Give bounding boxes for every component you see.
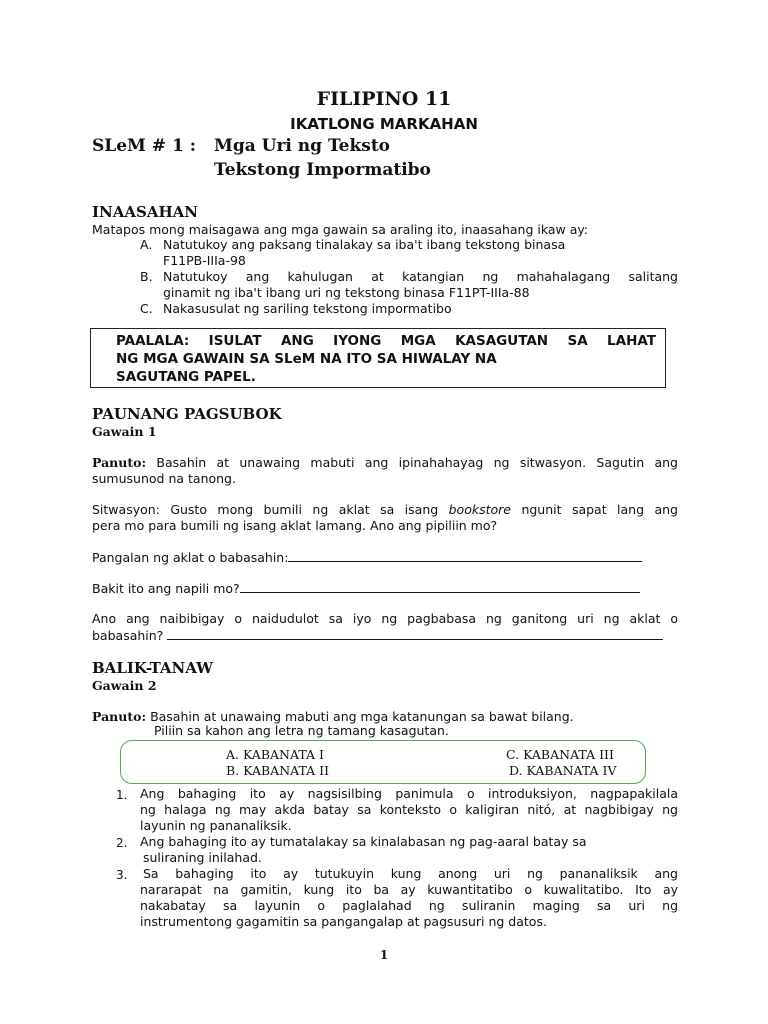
paalala-line2: NG MGA GAWAIN SA SLeM NA ITO SA HIWALAY NA — [116, 351, 497, 367]
gawain-1-label: Gawain 1 — [92, 424, 157, 439]
objective-b-line2: ginamit ng iba't ibang uri ng tekstong binasa F11PT-IIIa-88 — [163, 285, 530, 300]
panuto-label: Panuto: — [92, 709, 147, 724]
page-title: FILIPINO 11 — [316, 88, 452, 110]
paalala-line1: PAALALA: ISULAT ANG IYONG MGA KASAGUTAN SA LAHAT — [116, 333, 656, 349]
panuto-1-line2: sumusunod na tanong. — [92, 471, 236, 486]
choice-c: C. KABANATA III — [506, 747, 614, 762]
question-3-line3: nakabatay sa layunin o paglalahad ng suliranin maging sa uri ng — [140, 898, 678, 913]
inaasahan-heading: INAASAHAN — [92, 203, 198, 221]
paalala-note — [116, 332, 656, 386]
objective-a-line2: F11PB-IIIa-98 — [163, 253, 246, 268]
quarter-title: IKATLONG MARKAHAN — [290, 115, 478, 133]
q1-label: Pangalan ng aklat o babasahin: — [92, 550, 289, 565]
question-3-line2: nararapat na gamitin, kung ito ba ay kuwantitatibo o kuwalitatibo. Ito ay — [140, 882, 678, 897]
sitwasyon-line2: pera mo para bumili ng isang aklat lamang. Ano ang pipiliin mo? — [92, 518, 498, 533]
panuto-2-line2: Piliin sa kahon ang letra ng tamang kasagutan. — [154, 723, 449, 738]
inaasahan-intro: Matapos mong maisagawa ang mga gawain sa araling ito, inaasahang ikaw ay: — [92, 222, 589, 237]
balik-tanaw-heading: BALIK-TANAW — [92, 659, 213, 677]
question-why — [92, 580, 678, 597]
sitwasyon-italic: bookstore — [448, 502, 511, 517]
panuto-1-text: Basahin at unawaing mabuti ang ipinahahayag ng sitwasyon. Sagutin ang — [156, 455, 678, 470]
slem-title-1: Mga Uri ng Teksto — [214, 136, 391, 156]
question-number: 3. — [116, 868, 128, 882]
q3-label: babasahin? — [92, 628, 164, 643]
gawain-2-label: Gawain 2 — [92, 678, 157, 693]
objective-letter: A. — [140, 237, 153, 252]
objective-b-line1: Natutukoy ang kahulugan at katangian ng mahahalagang salitang — [163, 269, 678, 284]
question-number: 1. — [116, 788, 128, 802]
question-1-line2: ng halaga ng may akda batay sa konteksto o kaligiran nitó, at nagbibigay ng — [140, 802, 678, 817]
choice-b: B. KABANATA II — [226, 763, 330, 778]
answer-line[interactable] — [288, 549, 642, 562]
paalala-line3: SAGUTANG PAPEL. — [116, 369, 256, 385]
choice-d: D. KABANATA IV — [509, 763, 617, 778]
question-3-line1: Sa bahaging ito ay tutukuyin kung anong uri ng pananaliksik ang — [143, 866, 678, 881]
choice-a: A. KABANATA I — [226, 747, 324, 762]
panuto-2-text: Basahin at unawaing mabuti ang mga katanungan sa bawat bilang. — [150, 709, 574, 724]
question-1-line1: Ang bahaging ito ay nagsisilbing panimula o introduksiyon, nagpapakilala — [140, 786, 678, 801]
answer-line[interactable] — [167, 627, 663, 640]
question-2-line2: suliraning inilahad. — [143, 850, 262, 865]
q2-label: Bakit ito ang napili mo? — [92, 581, 240, 596]
sitwasyon-line1 — [92, 502, 678, 518]
slem-title-2: Tekstong Impormatibo — [214, 160, 431, 180]
objective-c-line1: Nakasusulat ng sariling tekstong impormatibo — [163, 301, 452, 316]
objective-letter: B. — [140, 269, 153, 284]
question-benefit-line1: Ano ang naibibigay o naidudulot sa iyo ng pagbabasa ng ganitong uri ng aklat o — [92, 611, 678, 626]
question-3-line4: instrumentong gagamitin sa pangangalap at pagsusuri ng datos. — [140, 914, 547, 929]
panuto-1-line1 — [92, 455, 678, 471]
sitwasyon-post: ngunit sapat lang ang — [521, 502, 678, 517]
answer-line[interactable] — [240, 580, 640, 593]
question-benefit-line2 — [92, 627, 678, 644]
question-number: 2. — [116, 836, 128, 850]
question-book-name — [92, 549, 678, 566]
objective-a-line1: Natutukoy ang paksang tinalakay sa iba't ibang tekstong binasa — [163, 237, 566, 252]
panuto-label: Panuto: — [92, 455, 147, 470]
paunang-pagsubok-heading: PAUNANG PAGSUBOK — [92, 405, 282, 423]
slem-label: SLeM # 1 : — [92, 136, 196, 156]
sitwasyon-pre: Sitwasyon: Gusto mong bumili ng aklat sa isang — [92, 502, 439, 517]
objective-letter: C. — [140, 301, 153, 316]
question-1-line3: layunin ng pananaliksik. — [140, 818, 292, 833]
page-number: 1 — [379, 948, 389, 962]
question-2-line1: Ang bahaging ito ay tumatalakay sa kinalabasan ng pag-aaral batay sa — [140, 834, 587, 849]
